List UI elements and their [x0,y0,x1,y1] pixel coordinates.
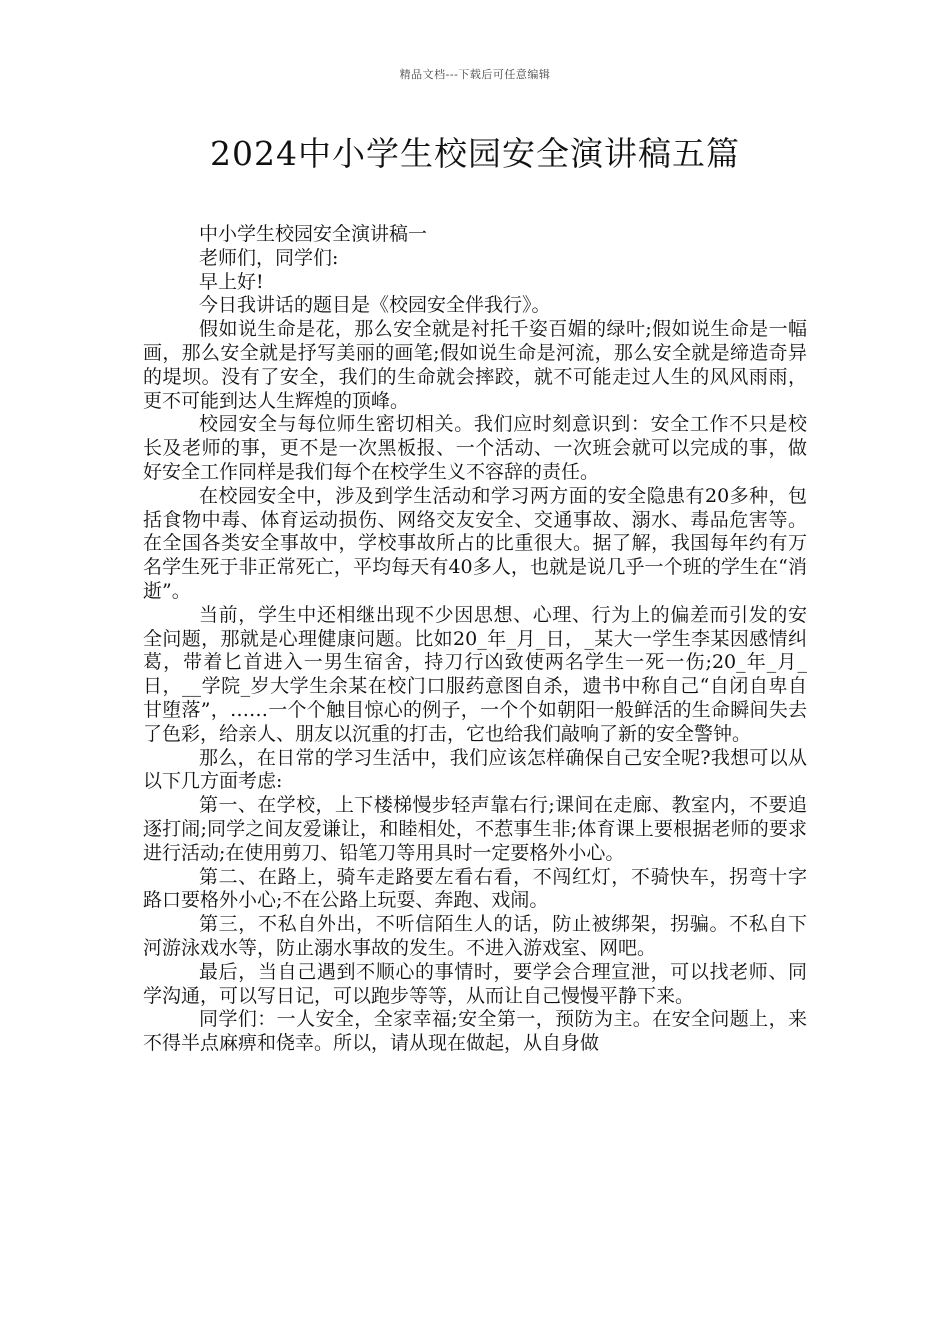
document-title: 2024中小学生校园安全演讲稿五篇 [210,134,740,173]
paragraph-point-school: 第一、在学校，上下楼梯慢步轻声靠右行;课间在走廊、教室内，不要追逐打闹;同学之间友爱谦让，和睦相处，不惹事生非;体育课上要根据老师的要求进行活动;在使用剪刀、铅笔刀等用具时一定要格外小心。 [143,794,807,864]
paragraph-responsibility: 校园安全与每位师生密切相关。我们应时刻意识到：安全工作不只是校长及老师的事，更不是一次黑板报、一个活动、一次班会就可以完成的事，做好安全工作同样是我们每个在校学生义不容辞的责任。 [143,413,807,483]
paragraph-point-road: 第二、在路上，骑车走路要左看右看，不闯红灯，不骑快车，拐弯十字路口要格外小心;不在公路上玩耍、奔跑、戏闹。 [143,865,807,912]
paragraph-point-outside: 第三，不私自外出，不听信陌生人的话，防止被绑架，拐骗。不私自下河游泳戏水等，防止溺水事故的发生。不进入游戏室、网吧。 [143,913,807,959]
page-header: 精品文档---下载后可任意编辑 [399,68,551,81]
paragraph-greeting: 早上好! [199,270,264,293]
paragraph-metaphor: 假如说生命是花，那么安全就是衬托千姿百媚的绿叶;假如说生命是一幅画，那么安全就是抒写美丽的画笔;假如说生命是河流，那么安全就是缔造奇异的堤坝。没有了安全，我们的生命就会摔跤，就不可能走过人生的风风雨雨，更不可能到达人生辉煌的顶峰。 [143,318,807,412]
paragraph-question: 那么，在日常的学习生活中，我们应该怎样确保自己安全呢?我想可以从以下几方面考虑: [143,746,807,793]
paragraph-closing: 同学们：一人安全，全家幸福;安全第一，预防为主。在安全问题上，来不得半点麻痹和侥幸。所以，请从现在做起，从自身做 [143,1008,807,1055]
paragraph-point-emotion: 最后，当自己遇到不顺心的事情时，要学会合理宣泄，可以找老师、同学沟通，可以写日记，可以跑步等等，从而让自己慢慢平静下来。 [143,960,807,1007]
paragraph-speech-heading: 中小学生校园安全演讲稿一 [199,223,428,245]
document-body [143,223,807,1056]
paragraph-mental-health: 当前，学生中还相继出现不少因思想、心理、行为上的偏差而引发的安全问题，那就是心理健康问题。比如20_年_月_日，_某大一学生李某因感情纠葛，带着匕首进入一男生宿舍，持刀行凶致使两名学生一死一伤;20_年_月_日，__学院_岁大学生余某在校门口服药意图自杀，遗书中称自己“自闭自卑自甘堕落”，……一个个触目惊心的例子，一个个如朝阳一般鲜活的生命瞬间失去了色彩，给亲人、朋友以沉重的打击，它也给我们敲响了新的安全警钟。 [143,603,807,745]
paragraph-topic: 今日我讲话的题目是《校园安全伴我行》。 [199,294,551,317]
paragraph-salutation: 老师们，同学们: [199,246,339,269]
paragraph-statistics: 在校园安全中，涉及到学生活动和学习两方面的安全隐患有20多种，包括食物中毒、体育运动损伤、网络交友安全、交通事故、溺水、毒品危害等。在全国各类安全事故中，学校事故所占的比重很大。据了解，我国每年约有万名学生死于非正常死亡，平均每天有40多人，也就是说几乎一个班的学生在“消逝”。 [143,484,807,602]
